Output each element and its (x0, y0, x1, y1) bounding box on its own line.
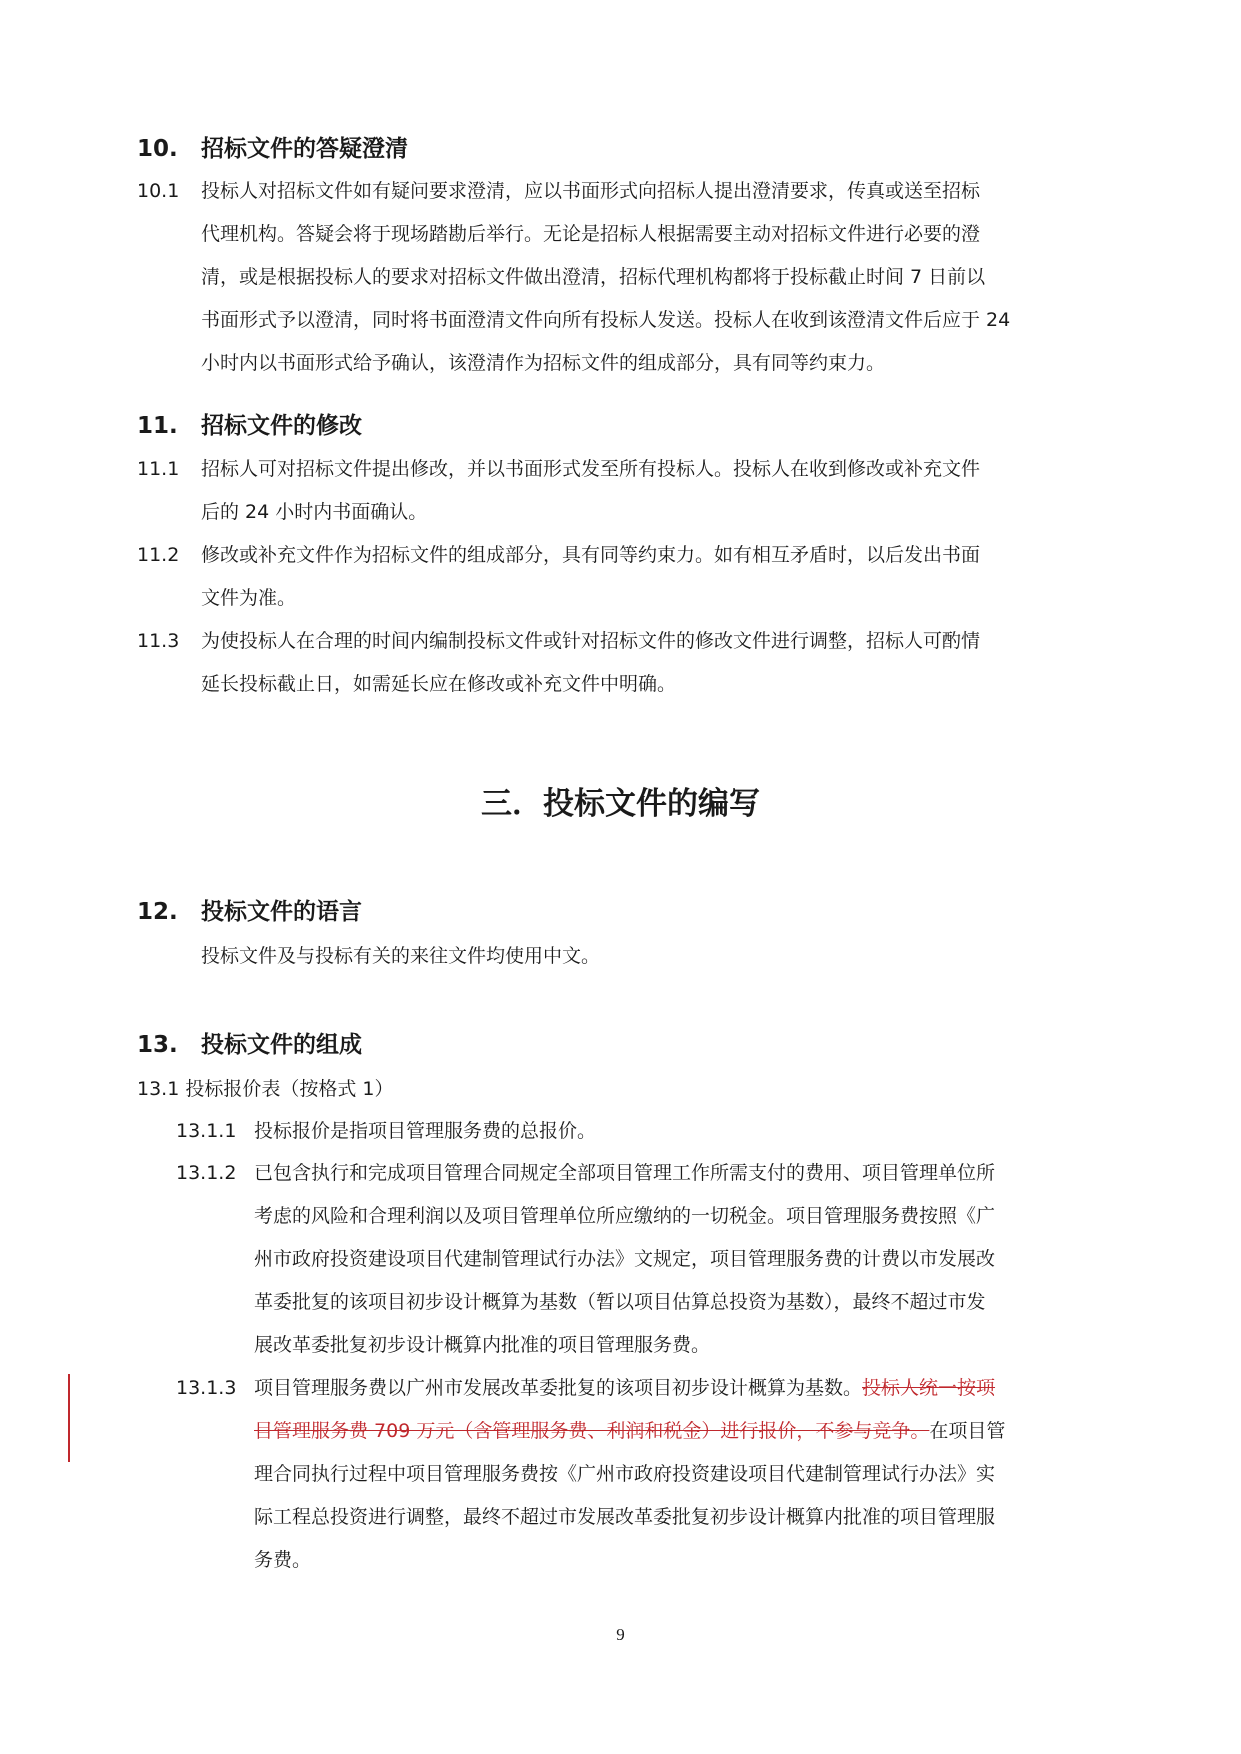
clause-11-3-body (201, 620, 1107, 706)
section-12-title: 投标文件的语言 (201, 899, 362, 925)
text-line: 后的 24 小时内书面确认。 (201, 501, 428, 523)
revision-change-bar (68, 1374, 70, 1462)
clause-13-1-1-number: 13.1.1 (176, 1120, 237, 1142)
section-11-number: 11. (137, 413, 178, 439)
section-13-number: 13. (137, 1032, 178, 1058)
clause-10-1 (137, 170, 1107, 385)
text-line: 代理机构。答疑会将于现场踏勘后举行。无论是招标人根据需要主动对招标文件进行必要的澄 (201, 223, 981, 245)
text-line: 小时内以书面形式给予确认，该澄清作为招标文件的组成部分，具有同等约束力。 (201, 352, 886, 374)
clause-10-1-number: 10.1 (137, 180, 180, 202)
text-line: 文件为准。 (201, 587, 297, 609)
clause-13-1-number: 13.1 (137, 1078, 180, 1100)
clause-11-3-number: 11.3 (137, 630, 180, 652)
clause-13-1-2 (176, 1152, 1107, 1367)
text-line: 已包含执行和完成项目管理合同规定全部项目管理工作所需支付的费用、项目管理单位所 (254, 1162, 996, 1184)
plain-text: 项目管理服务费以广州市发展改革委批复的该项目初步设计概算为基数。 (254, 1377, 863, 1399)
clause-13-1-1 (176, 1110, 1107, 1153)
page-number: 9 (616, 1625, 625, 1644)
clause-11-2-body (201, 534, 1107, 620)
deleted-text: 投标人统一按项 (862, 1377, 996, 1399)
section-10-title: 招标文件的答疑澄清 (201, 136, 408, 162)
clause-13-1-text: 投标报价表（按格式 1） (185, 1078, 394, 1100)
clause-11-3 (137, 620, 1107, 706)
clause-13-1-3 (176, 1367, 1107, 1582)
text-line: 投标报价是指项目管理服务费的总报价。 (254, 1120, 597, 1142)
deleted-text: 目管理服务费 709 万元（含管理服务费、利润和税金）进行报价，不参与竞争。 (254, 1420, 930, 1442)
clause-11-1 (137, 448, 1107, 534)
clause-13-1 (137, 1074, 394, 1104)
text-line: 考虑的风险和合理利润以及项目管理单位所应缴纳的一切税金。项目管理服务费按照《广 (254, 1205, 996, 1227)
clause-11-1-number: 11.1 (137, 458, 180, 480)
clause-13-1-3-number: 13.1.3 (176, 1377, 237, 1399)
section-12-text: 投标文件及与投标有关的来往文件均使用中文。 (201, 945, 601, 967)
clause-13-1-2-number: 13.1.2 (176, 1162, 237, 1184)
clause-11-2 (137, 534, 1107, 620)
section-10-heading (137, 134, 408, 164)
clause-13-1-2-body (254, 1152, 1107, 1367)
text-line: 书面形式予以澄清，同时将书面澄清文件向所有投标人发送。投标人在收到该澄清文件后应于 24 (201, 309, 1011, 331)
text-line: 为使投标人在合理的时间内编制投标文件或针对招标文件的修改文件进行调整，招标人可酌情 (201, 630, 981, 652)
text-line: 修改或补充文件作为招标文件的组成部分，具有同等约束力。如有相互矛盾时，以后发出书面 (201, 544, 981, 566)
text-line: 革委批复的该项目初步设计概算为基数（暂以项目估算总投资为基数），最终不超过市发 (254, 1291, 986, 1313)
text-line (254, 1367, 1107, 1410)
section-10-number: 10. (137, 136, 178, 162)
text-line: 延长投标截止日，如需延长应在修改或补充文件中明确。 (201, 673, 677, 695)
text-line (254, 1410, 1107, 1453)
clause-13-1-1-body (254, 1110, 1107, 1153)
section-12-number: 12. (137, 899, 178, 925)
text-line: 清，或是根据投标人的要求对招标文件做出澄清，招标代理机构都将于投标截止时间 7 日前以 (201, 266, 986, 288)
section-13-title: 投标文件的组成 (201, 1032, 362, 1058)
clause-11-2-number: 11.2 (137, 544, 180, 566)
text-line: 招标人可对招标文件提出修改，并以书面形式发至所有投标人。投标人在收到修改或补充文件 (201, 458, 981, 480)
chapter-title: 三．投标文件的编写 (481, 786, 760, 822)
text-line: 务费。 (254, 1549, 312, 1571)
clause-13-1-3-body (254, 1367, 1107, 1582)
clause-11-1-body (201, 448, 1107, 534)
section-11-heading (137, 411, 362, 441)
section-11-title: 招标文件的修改 (201, 413, 362, 439)
text-line: 际工程总投资进行调整，最终不超过市发展改革委批复初步设计概算内批准的项目管理服 (254, 1506, 996, 1528)
text-line: 州市政府投资建设项目代建制管理试行办法》文规定，项目管理服务费的计费以市发展改 (254, 1248, 996, 1270)
text-line: 理合同执行过程中项目管理服务费按《广州市政府投资建设项目代建制管理试行办法》实 (254, 1463, 996, 1485)
section-13-heading (137, 1030, 362, 1060)
clause-10-1-body (201, 170, 1107, 385)
text-line: 投标人对招标文件如有疑问要求澄清，应以书面形式向招标人提出澄清要求，传真或送至招标 (201, 180, 981, 202)
text-line: 展改革委批复初步设计概算内批准的项目管理服务费。 (254, 1334, 711, 1356)
plain-text: 在项目管 (929, 1420, 1006, 1442)
section-12-heading (137, 897, 362, 927)
